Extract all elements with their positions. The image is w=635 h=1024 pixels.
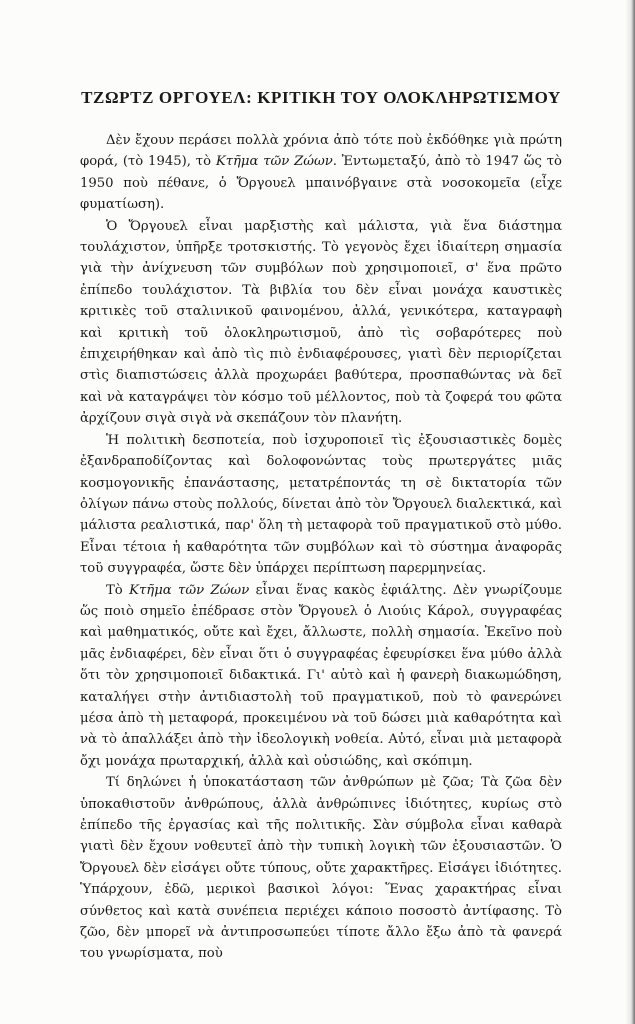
page-content <box>80 88 562 965</box>
paragraph-4-text-after: εἶναι ἕνας κακὸς ἐφιάλτης. Δὲν γνωρίζουμε ὥς ποιὸ σημεῖο ἐπέδρασε στὸν Ὄργουελ ὁ Λιούις Κάρολ, συγγραφέας καὶ μαθηματικός, οὔτε καὶ ἔχει, ἄλλωστε, πολλὴ σημασία. Ἐκεῖνο ποὺ μᾶς ἐνδιαφέρει, δὲν εἶναι ὅτι ὁ συγγραφέας ἐφευρίσκει ἕνα μύθο ἀλλὰ ὅτι τὸν χρησιμοποιεῖ διδακτικά. Γι' αὐτὸ καὶ ἡ φανερὴ διακωμώδηση, καταλήγει στὴν ἀντιδιαστολὴ τοῦ πραγματικοῦ, ποὺ τὸ φανερώνει μέσα ἀπὸ τὴ μεταφορά, προκειμένου νὰ τοῦ δώσει μιὰ καθαρότητα καὶ νὰ τὸ ἀπαλλάξει ἀπὸ τὴν ἰδεολογικὴ νοθεία. Αὐτό, εἶναι μιὰ μεταφορὰ ὄχι μονάχα πρωταρχική, ἀλλὰ καὶ οὐσιώδης, καὶ σκόπιμη. <box>80 582 562 769</box>
paragraph-1-book-title: Κτῆμα τῶν Ζώων <box>215 154 333 170</box>
paragraph-1-text-after: . Ἐντωμεταξύ, ἀπὸ τὸ 1947 ὥς τὸ 1950 ποὺ πέθανε, ὁ Ὄργουελ μπαινόβγαινε στὰ νοσοκομεῖα (εἶχε φυματίωση). <box>80 154 562 213</box>
paragraph-5 <box>80 772 562 965</box>
paragraph-2-text: Ὁ Ὄργουελ εἶναι μαρξιστὴς καὶ μάλιστα, γιὰ ἕνα διάστημα τουλάχιστον, ὑπῆρξε τροτσκιστής. Τὸ γεγονὸς ἔχει ἰδιαίτερη σημασία γιὰ τὴν ἀνίχνευση τῶν συμβόλων ποὺ χρησιμοποιεῖ, σ' ἕνα πρῶτο ἐπίπεδο τουλάχιστον. Τὰ βιβλία του δὲν εἶναι μονάχα καυστικὲς κριτικὲς τοῦ σταλινικοῦ φαινομένου, ἀλλά, γενικότερα, καταγραφὴ καὶ κριτικὴ τοῦ ὁλοκληρωτισμοῦ, ἀπὸ τὶς σοβαρότερες ποὺ ἐπιχειρήθηκαν καὶ ἀπὸ τὶς πιὸ ἐνδιαφέρουσες, γιατὶ δὲν περιορίζεται στὶς διαπιστώσεις ἀλλὰ προχωράει βαθύτερα, προσπαθώντας νὰ δεῖ καὶ νὰ καταγράψει τὸν κόσμο τοῦ μέλλοντος, ποὺ τὰ ζοφερά του φῶτα ἀρχίζουν σιγὰ σιγὰ νὰ σκεπάζουν τὸν πλανήτη. <box>80 218 562 427</box>
paragraph-1-text-before: Δὲν ἔχουν περάσει πολλὰ χρόνια ἀπὸ τότε ποὺ ἐκδόθηκε γιὰ πρώτη φορά, (τὸ 1945), τὸ <box>80 133 562 170</box>
paragraph-4-text-before: Τὸ <box>106 582 130 598</box>
chapter-heading: ΤΖΩΡΤΖ ΟΡΓΟΥΕΛ: ΚΡΙΤΙΚΗ ΤΟΥ ΟΛΟΚΛΗΡΩΤΙΣΜΟΥ <box>81 88 561 107</box>
paragraph-3 <box>80 430 562 580</box>
paragraph-4-book-title: Κτῆμα τῶν Ζώων <box>129 582 250 598</box>
page-edge-shadow <box>625 0 635 1024</box>
paragraph-2 <box>80 216 562 430</box>
paragraph-5-text: Τί δηλώνει ἡ ὑποκατάσταση τῶν ἀνθρώπων μὲ ζῶα; Τὰ ζῶα δὲν ὑποκαθιστοῦν ἀνθρώπους, ἀλλὰ ἀνθρώπινες ἰδιότητες, κυρίως στὸ ἐπίπεδο τῆς ἐργασίας καὶ τῆς πολιτικῆς. Σὰν σύμβολα εἶναι καθαρὰ γιατὶ δὲν ἔχουν νοθευτεῖ ἀπὸ τὴν τυπικὴ λογικὴ τῶν ἐξουσιαστῶν. Ὁ Ὄργουελ δὲν εἰσάγει οὔτε τύπους, οὔτε χαρακτῆρες. Εἰσάγει ἰδιότητες. Ὑπάρχουν, ἐδῶ, μερικοὶ βασικοὶ λόγοι: Ἕνας χαρακτήρας εἶναι σύνθετος καὶ κατὰ συνέπεια περιέχει κάποιο ποσοστὸ ἀντίφασης. Τὸ ζῶο, δὲν μπορεῖ νὰ ἀντιπροσωπεύει τίποτε ἄλλο ἔξω ἀπὸ τὰ φανερά του γνωρίσματα, ποὺ <box>80 775 562 962</box>
paragraph-4 <box>80 580 562 773</box>
paragraph-3-text: Ἡ πολιτικὴ δεσποτεία, ποὺ ἰσχυροποιεῖ τὶς ἐξουσιαστικὲς δομὲς ἐξανδραποδίζοντας καὶ δολοφονώντας τοὺς πρωτεργάτες μιᾶς κοσμογονικῆς ἐπανάστασης, μετατρέποντάς τη σὲ δικτατορία τῶν ὀλίγων πάνω στοὺς πολλούς, δίνεται ἀπὸ τὸν Ὄργουελ διαλεκτικά, καὶ μάλιστα ρεαλιστικά, παρ' ὅλη τὴ μεταφορὰ τοῦ πραγματικοῦ στὸ μύθο. Εἶναι τέτοια ἡ καθαρότητα τῶν συμβόλων καὶ τὸ σύστημα ἀναφορᾶς τοῦ συγγραφέα, ὥστε δὲν ὑπάρχει περίπτωση παρερμηνείας. <box>80 432 562 577</box>
paragraph-1 <box>80 130 562 216</box>
